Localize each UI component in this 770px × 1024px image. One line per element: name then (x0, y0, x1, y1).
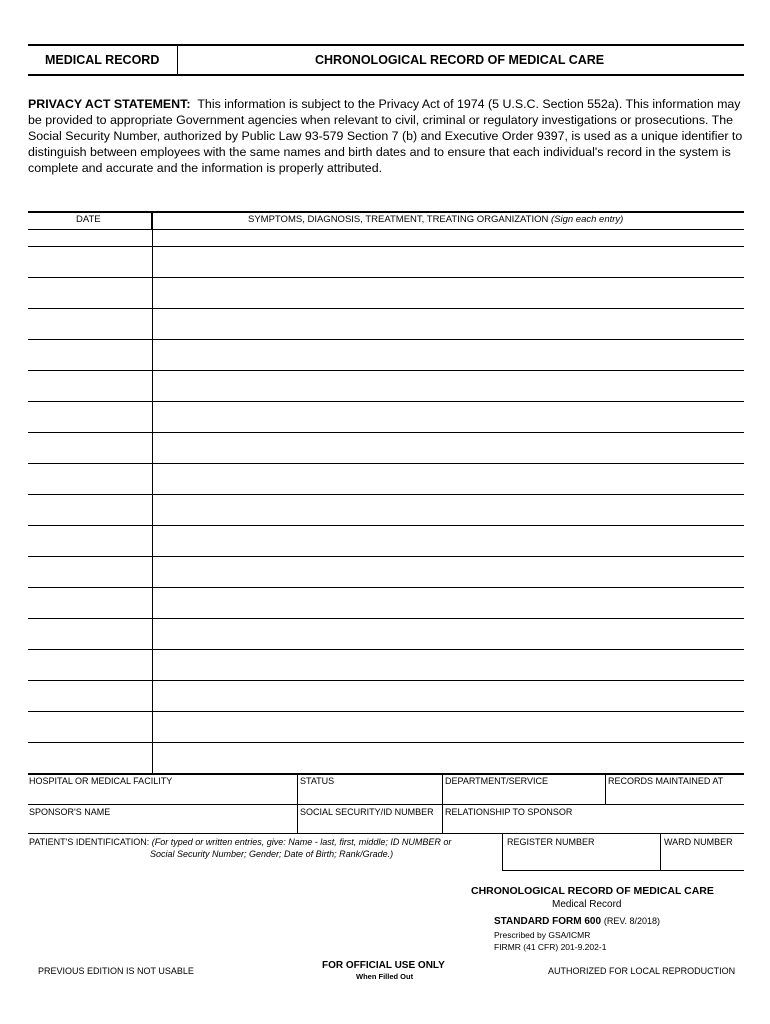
header-top-rule (28, 44, 744, 46)
status-field-label: STATUS (300, 776, 335, 786)
table-row (28, 680, 744, 681)
header-divider (177, 46, 178, 74)
register-number-label: REGISTER NUMBER (507, 837, 595, 847)
symptoms-column-label: SYMPTOMS, DIAGNOSIS, TREATMENT, TREATING ORGANIZATION (248, 214, 549, 225)
form-revision: (REV. 8/2018) (603, 916, 661, 926)
when-filled-out-label: When Filled Out (356, 972, 414, 981)
table-row (28, 494, 744, 495)
form-number (494, 916, 660, 927)
header-bottom-rule (28, 74, 744, 76)
sponsor-name-field-label: SPONSOR'S NAME (29, 807, 111, 817)
table-column-divider (152, 212, 153, 773)
patient-id-note-line2: Social Security Number; Gender; Date of Birth; Rank/Grade.) (150, 849, 394, 859)
footer-top-rule (28, 773, 744, 775)
table-row (28, 587, 744, 588)
form-info-title: CHRONOLOGICAL RECORD OF MEDICAL CARE (471, 885, 714, 897)
ward-number-label: WARD NUMBER (664, 837, 733, 847)
sign-each-entry-note: (Sign each entry) (550, 214, 624, 225)
register-box-divider (660, 834, 661, 871)
privacy-heading: PRIVACY ACT STATEMENT: (28, 97, 191, 111)
table-row (28, 246, 744, 247)
medical-record-label: MEDICAL RECORD (45, 53, 160, 67)
table-row (28, 463, 744, 464)
form-info-subtitle: Medical Record (552, 899, 622, 910)
prescribed-by: Prescribed by GSA/ICMR (494, 930, 591, 940)
table-row (28, 742, 744, 743)
ssn-field-label: SOCIAL SECURITY/ID NUMBER (300, 807, 434, 817)
patient-id-note-line1: (For typed or written entries, give: Name - last, first, middle; ID NUMBER or (151, 837, 452, 847)
table-row (28, 370, 744, 371)
footer-vdiv-3 (605, 774, 606, 804)
table-top-rule (28, 211, 744, 213)
table-row (28, 339, 744, 340)
table-row (28, 432, 744, 433)
form-number-label: STANDARD FORM 600 (494, 916, 602, 927)
register-box-left (502, 834, 503, 871)
table-row (28, 556, 744, 557)
register-box-bottom (502, 870, 744, 871)
table-row (28, 649, 744, 650)
date-column-header: DATE (76, 214, 101, 225)
table-row (28, 308, 744, 309)
table-header-rule (28, 229, 744, 230)
footer-row2-rule (28, 833, 744, 834)
firmr-reference: FIRMR (41 CFR) 201-9.202-1 (494, 942, 607, 952)
table-row (28, 525, 744, 526)
privacy-act-statement (28, 96, 746, 176)
footer-vdiv-2 (442, 774, 443, 833)
official-use-label: FOR OFFICIAL USE ONLY (322, 960, 445, 971)
relationship-field-label: RELATIONSHIP TO SPONSOR (445, 807, 573, 817)
authorized-reproduction-note: AUTHORIZED FOR LOCAL REPRODUCTION (548, 966, 736, 976)
footer-vdiv-1 (297, 774, 298, 833)
privacy-body: This information is subject to the Privacy Act of 1974 (5 U.S.C. Section 552a). This information may be provided to appropriate Government agencies when relevant to civil, criminal or regulatory investigations or prosecutions. The Social Security Number, authorized by Public Law 93-579 Section 7 (b) and Executive Order 9397, is used as a unique identifier to distinguish between employees with the same names and birth dates and to ensure that each individual's record in the system is complete and accurate and the information is properly attributed. (28, 97, 743, 175)
table-row (28, 711, 744, 712)
table-row (28, 277, 744, 278)
hospital-field-label: HOSPITAL OR MEDICAL FACILITY (29, 776, 173, 786)
records-maintained-field-label: RECORDS MAINTAINED AT (608, 776, 724, 786)
table-row (28, 401, 744, 402)
table-row (28, 618, 744, 619)
previous-edition-note: PREVIOUS EDITION IS NOT USABLE (38, 966, 194, 976)
footer-row1-rule (28, 804, 744, 805)
symptoms-column-header (248, 214, 623, 225)
patient-identification-label (29, 837, 451, 847)
department-field-label: DEPARTMENT/SERVICE (445, 776, 549, 786)
form-title: CHRONOLOGICAL RECORD OF MEDICAL CARE (315, 53, 605, 67)
patient-id-heading: PATIENT'S IDENTIFICATION: (29, 837, 150, 847)
